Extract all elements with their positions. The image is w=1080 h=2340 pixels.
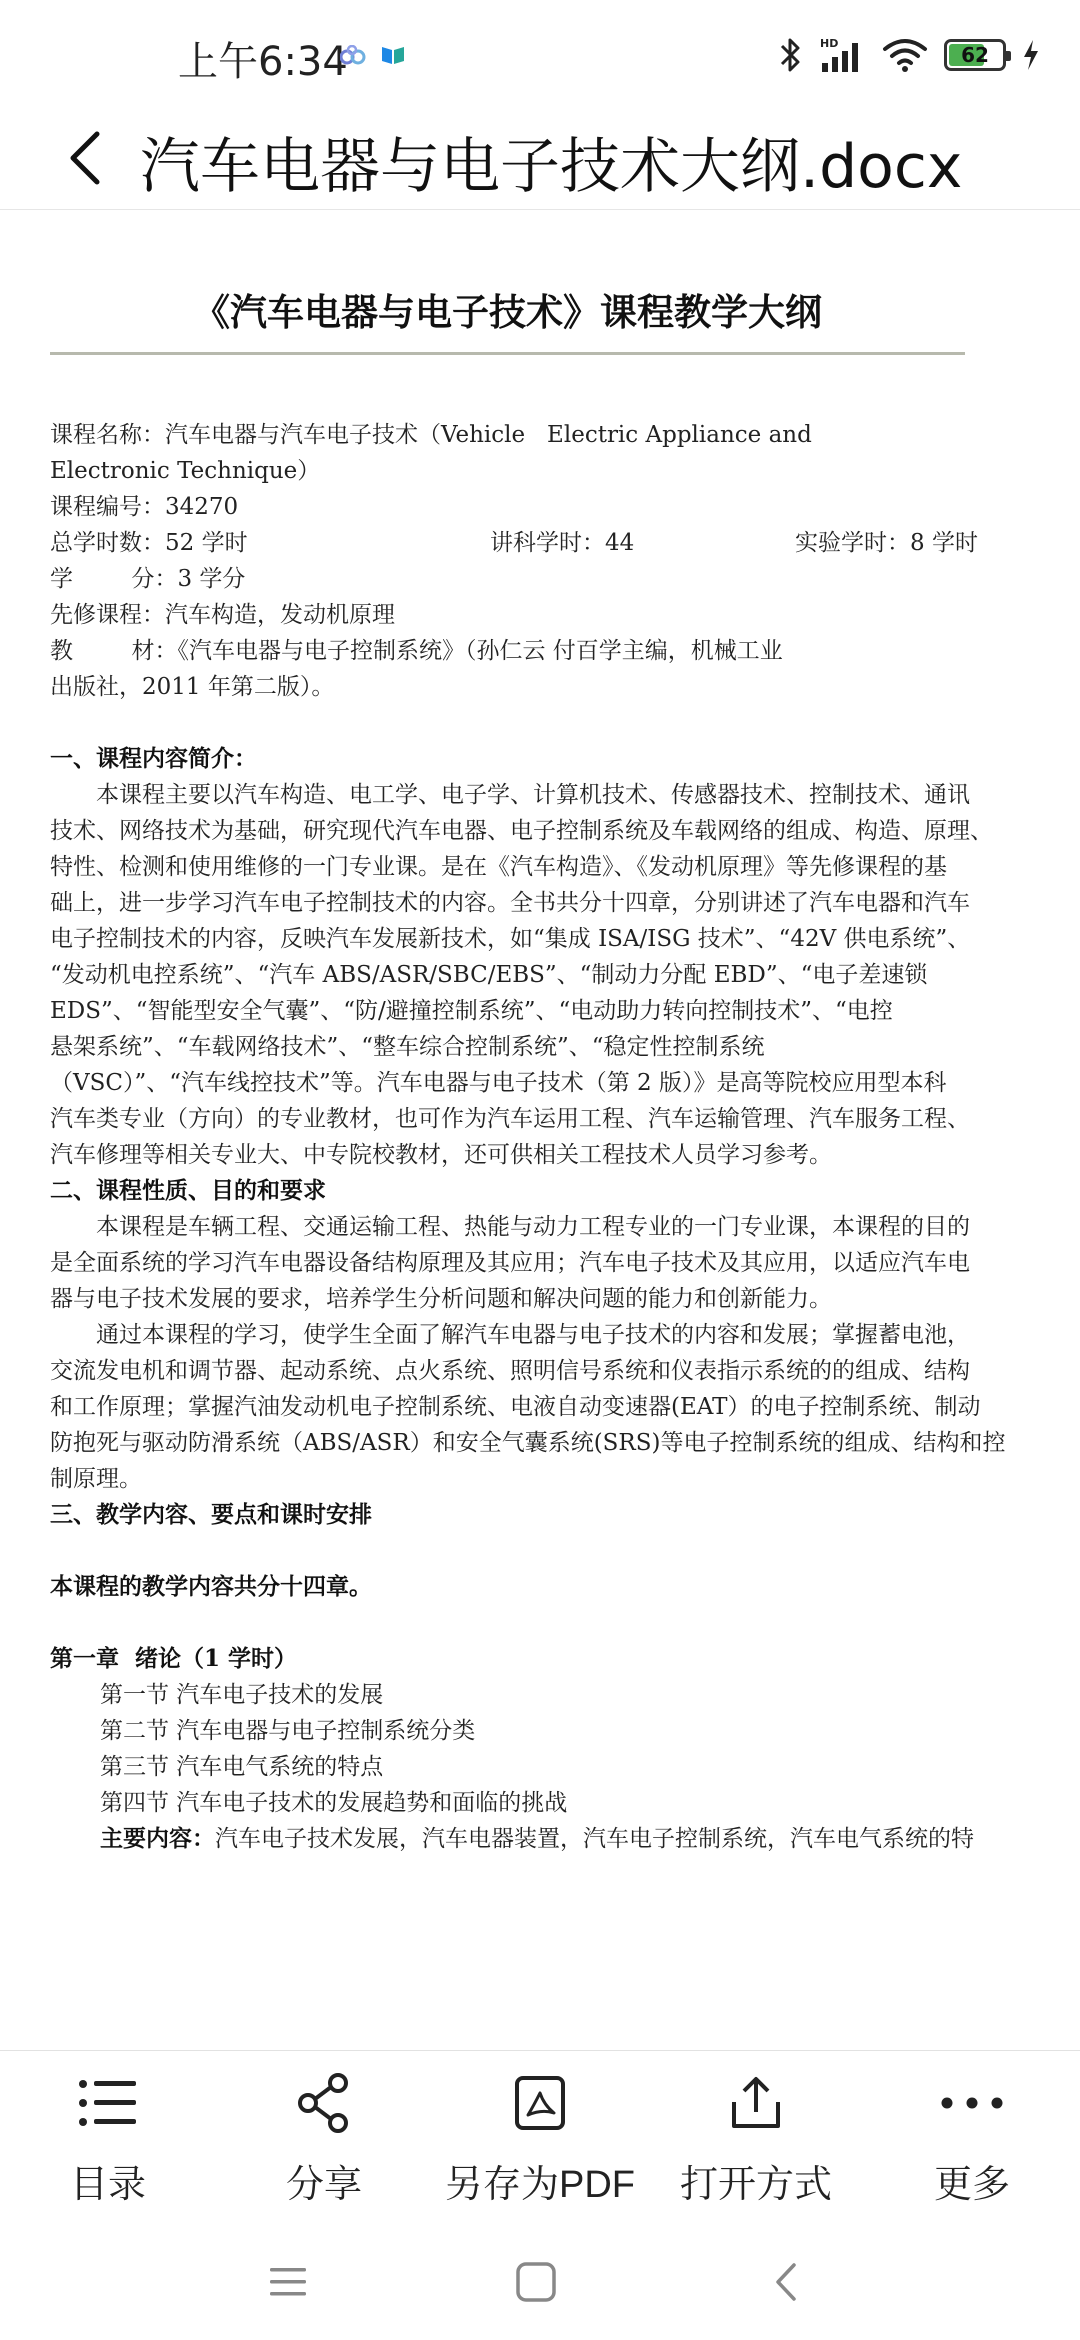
course-name-line: 课程名称：汽车电器与汽车电子技术（Vehicle Electric Appliance and bbox=[50, 422, 812, 448]
system-nav-bar bbox=[0, 2220, 1080, 2340]
section-item: 第二节 汽车电器与电子控制系统分类 bbox=[100, 1718, 476, 1744]
section-title: 二、课程性质、目的和要求 bbox=[50, 1177, 326, 1204]
toc-button[interactable] bbox=[0, 2051, 216, 2221]
lab-hours: 实验学时：8 学时 bbox=[795, 530, 978, 556]
hd-signal-icon bbox=[818, 37, 866, 73]
book-notification-icon bbox=[380, 44, 406, 66]
heading-rule bbox=[50, 352, 965, 355]
notification-icons bbox=[340, 44, 406, 66]
total-hours: 总学时数：52 学时 bbox=[50, 530, 248, 556]
textbook-line: 教 材：《汽车电器与电子控制系统》（孙仁云 付百学主编，机械工业 bbox=[50, 638, 783, 664]
recent-apps-button[interactable] bbox=[258, 2252, 318, 2312]
battery-icon bbox=[944, 39, 1006, 71]
paragraph-line: 制原理。 bbox=[50, 1466, 142, 1492]
share-label: 分享 bbox=[285, 2164, 362, 2206]
main-content-label: 主要内容： bbox=[100, 1825, 215, 1852]
more-icon bbox=[940, 2096, 1004, 2110]
credits: 学 分：3 学分 bbox=[50, 566, 246, 592]
document-heading: 《汽车电器与电子技术》课程教学大纲 bbox=[193, 290, 822, 334]
paragraph-line: 本课程主要以汽车构造、电工学、电子学、计算机技术、传感器技术、控制技术、通讯 bbox=[96, 782, 970, 808]
battery-nub bbox=[1006, 51, 1011, 61]
paragraph-line: 器与电子技术发展的要求，培养学生分析问题和解决问题的能力和创新能力。 bbox=[50, 1286, 832, 1312]
bottom-toolbar bbox=[0, 2050, 1080, 2220]
course-code: 课程编号：34270 bbox=[50, 494, 239, 520]
paragraph-line: 特性、检测和使用维修的一门专业课。是在《汽车构造》、《发动机原理》等先修课程的基 bbox=[50, 854, 947, 880]
paragraph-line: 技术、网络技术为基础，研究现代汽车电器、电子控制系统及车载网络的组成、构造、原理、 bbox=[50, 818, 993, 844]
paragraph-line: EDS”、“智能型安全气囊”、“防/避撞控制系统”、“电动助力转向控制技术”、“电控 bbox=[50, 998, 893, 1024]
app-notification-icon bbox=[340, 45, 366, 65]
lecture-hours: 讲科学时：44 bbox=[490, 530, 635, 556]
battery-level: 62 bbox=[961, 43, 989, 67]
course-info bbox=[50, 417, 1040, 1857]
paragraph-line: 础上，进一步学习汽车电子控制技术的内容。全书共分十四章，分别讲述了汽车电器和汽车 bbox=[50, 890, 970, 916]
chapter-title: 第一章 绪论（1 学时） bbox=[50, 1645, 298, 1672]
hours-row bbox=[50, 525, 1040, 561]
section-item: 第一节 汽车电子技术的发展 bbox=[100, 1682, 384, 1708]
open-with-icon bbox=[728, 2074, 784, 2132]
paragraph-line: 汽车类专业（方向）的专业教材，也可作为汽车运用工程、汽车运输管理、汽车服务工程、 bbox=[50, 1106, 970, 1132]
textbook-line: 出版社，2011 年第二版）。 bbox=[50, 674, 335, 700]
menu-icon bbox=[268, 2265, 308, 2299]
paragraph-line: 交流发电机和调节器、起动系统、点火系统、照明信号系统和仪表指示系统的的组成、结构 bbox=[50, 1358, 970, 1384]
paragraph-line: 和工作原理；掌握汽油发动机电子控制系统、电液自动变速器(EAT）的电子控制系统、制动 bbox=[50, 1394, 981, 1420]
pdf-icon bbox=[514, 2075, 566, 2131]
back-button[interactable] bbox=[50, 123, 120, 193]
svg-text:HD: HD bbox=[820, 37, 839, 50]
paragraph-line: 汽车修理等相关专业大、中专院校教材，还可供相关工程技术人员学习参考。 bbox=[50, 1142, 832, 1168]
more-button[interactable] bbox=[864, 2051, 1080, 2221]
charging-icon bbox=[1022, 39, 1040, 71]
share-icon bbox=[296, 2073, 352, 2133]
system-back-button[interactable] bbox=[756, 2252, 816, 2312]
paragraph-line: （VSC）”、“汽车线控技术”等。汽车电器与电子技术（第 2 版）》是高等院校应用型本科 bbox=[50, 1070, 947, 1096]
main-content-line bbox=[50, 1821, 1040, 1857]
section-item: 第四节 汽车电子技术的发展趋势和面临的挑战 bbox=[100, 1790, 568, 1816]
home-button[interactable] bbox=[506, 2252, 566, 2312]
document-content[interactable] bbox=[50, 220, 1040, 1857]
share-button[interactable] bbox=[216, 2051, 432, 2221]
document-title: 汽车电器与电子技术大纲.docx bbox=[140, 132, 963, 202]
paragraph-line: 电子控制技术的内容，反映汽车发展新技术，如“集成 ISA/ISG 技术”、“42V 供电系统”、 bbox=[50, 926, 971, 952]
toc-label: 目录 bbox=[69, 2164, 146, 2206]
back-icon bbox=[772, 2261, 800, 2303]
save-as-pdf-label: 另存为PDF bbox=[444, 2164, 635, 2206]
list-icon bbox=[78, 2078, 138, 2128]
title-bar bbox=[0, 105, 1080, 210]
bluetooth-icon bbox=[778, 36, 802, 74]
paragraph-line: 防抱死与驱动防滑系统（ABS/ASR）和安全气囊系统(SRS)等电子控制系统的组成、结构和控 bbox=[50, 1430, 1006, 1456]
main-content-text: 汽车电子技术发展，汽车电器装置，汽车电子控制系统，汽车电气系统的特 bbox=[215, 1826, 974, 1852]
status-right-icons bbox=[778, 36, 1040, 74]
open-with-label: 打开方式 bbox=[679, 2164, 832, 2206]
chapter-summary: 本课程的教学内容共分十四章。 bbox=[50, 1573, 372, 1600]
paragraph-line: 通过本课程的学习，使学生全面了解汽车电器与电子技术的内容和发展；掌握蓄电池， bbox=[96, 1322, 970, 1348]
section-title: 三、教学内容、要点和课时安排 bbox=[50, 1501, 372, 1528]
open-with-button[interactable] bbox=[648, 2051, 864, 2221]
chevron-left-icon bbox=[65, 130, 105, 186]
paragraph-line: 本课程是车辆工程、交通运输工程、热能与动力工程专业的一门专业课，本课程的目的 bbox=[96, 1214, 970, 1240]
more-label: 更多 bbox=[933, 2164, 1010, 2206]
section-item: 第三节 汽车电气系统的特点 bbox=[100, 1754, 384, 1780]
home-icon bbox=[515, 2261, 557, 2303]
prerequisites: 先修课程：汽车构造，发动机原理 bbox=[50, 602, 395, 628]
paragraph-line: “发动机电控系统”、“汽车 ABS/ASR/SBC/EBS”、“制动力分配 EBD”、“电子差速锁 bbox=[50, 962, 928, 988]
section-title: 一、课程内容简介： bbox=[50, 745, 257, 772]
course-name-line: Electronic Technique） bbox=[50, 458, 321, 484]
wifi-icon bbox=[882, 37, 928, 73]
paragraph-line: 是全面系统的学习汽车电器设备结构原理及其应用；汽车电子技术及其应用，以适应汽车电 bbox=[50, 1250, 970, 1276]
status-time: 上午6:34 bbox=[178, 39, 348, 85]
paragraph-line: 悬架系统”、“车载网络技术”、“整车综合控制系统”、“稳定性控制系统 bbox=[50, 1034, 765, 1060]
status-bar bbox=[0, 0, 1080, 110]
save-as-pdf-button[interactable] bbox=[432, 2051, 648, 2221]
